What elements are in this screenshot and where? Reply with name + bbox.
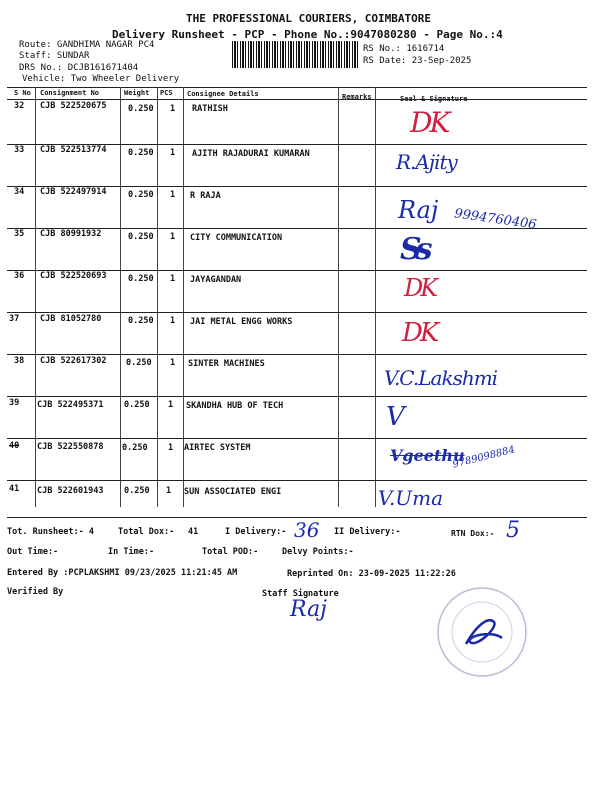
row-weight: 0.250 <box>128 274 154 284</box>
rtn-dox-label: RTN Dox:- <box>451 529 495 538</box>
staff-label: Staff: SUNDAR <box>19 51 90 61</box>
row-signature: V <box>386 402 405 432</box>
entered-by: Entered By :PCPLAKSHMI 09/23/2025 11:21:45 AM <box>7 568 238 578</box>
in-time: In Time:- <box>108 547 155 557</box>
row-consignee: SINTER MACHINES <box>188 359 265 369</box>
row-consignment: CJB 522601943 <box>37 486 104 496</box>
seal-inner-ring <box>452 602 512 662</box>
row-sno: 35 <box>14 229 25 239</box>
row-weight: 0.250 <box>128 316 154 326</box>
row-weight: 0.250 <box>128 148 154 158</box>
row-weight: 0.250 <box>128 190 154 200</box>
row-consignment: CJB 522513774 <box>40 145 107 155</box>
row-pcs: 1 <box>170 104 176 114</box>
total-pod: Total POD:- <box>202 547 259 557</box>
phone-note: 9994760406 <box>453 206 538 233</box>
row-consignee: SKANDHA HUB OF TECH <box>186 401 284 411</box>
row-pcs: 1 <box>168 400 174 410</box>
row-sno: 38 <box>14 356 25 366</box>
row-weight: 0.250 <box>126 358 152 368</box>
row-consignee: AJITH RAJADURAI KUMARAN <box>192 149 310 159</box>
i-delivery-value: 36 <box>294 518 320 542</box>
row-signature: V.C.Lakshmi <box>384 366 498 390</box>
row-consignment: CJB 522520693 <box>40 271 107 281</box>
row-pcs: 1 <box>166 486 172 496</box>
col-header-consignee: Consignee Details <box>187 90 259 98</box>
row-consignment: CJB 522550878 <box>37 442 104 452</box>
col-header-pcs: PCS <box>160 89 173 97</box>
reprinted-on: Reprinted On: 23-09-2025 11:22:26 <box>287 569 456 579</box>
row-consignee: RATHISH <box>192 104 228 114</box>
runsheet-subtitle: Delivery Runsheet - PCP - Phone No.:9047080280 - Page No.:4 <box>112 28 503 41</box>
delvy-points: Delvy Points:- <box>282 547 354 557</box>
row-signature: Vgeethu <box>390 446 465 465</box>
row-consignment: CJB 522497914 <box>40 187 107 197</box>
out-time: Out Time:- <box>7 547 59 557</box>
total-dox-value: 41 <box>188 527 199 537</box>
col-header-weight: Weight <box>124 89 150 97</box>
row-consignment: CJB 81052780 <box>40 314 102 324</box>
col-header-consignment: Consignment No <box>40 89 100 97</box>
route-label: Route: GANDHIMA NAGAR PC4 <box>19 40 155 50</box>
row-signature: V.Uma <box>378 486 444 510</box>
row-signature: Ss <box>400 232 427 267</box>
row-pcs: 1 <box>170 190 176 200</box>
row-sno: 32 <box>14 101 25 111</box>
row-pcs: 1 <box>170 148 176 158</box>
seal-outer-ring <box>438 588 526 676</box>
ii-delivery-label: II Delivery:- <box>334 527 401 537</box>
row-pcs: 1 <box>170 358 176 368</box>
vehicle-label: Vehicle: Two Wheeler Delivery <box>22 74 180 84</box>
row-weight: 0.250 <box>122 443 148 453</box>
rs-date: RS Date: 23-Sep-2025 <box>363 56 472 66</box>
row-weight: 0.250 <box>128 232 154 242</box>
row-pcs: 1 <box>170 274 176 284</box>
row-consignment: CJB 522520675 <box>40 101 107 111</box>
total-dox-label: Total Dox:- <box>118 527 175 537</box>
row-sno: 41 <box>9 484 20 494</box>
staff-signature: Raj <box>290 597 328 622</box>
seal-signature-scribble <box>466 620 502 644</box>
row-consignee: JAI METAL ENGG WORKS <box>190 317 293 327</box>
row-weight: 0.250 <box>124 486 150 496</box>
i-delivery-label: I Delivery:- <box>225 527 287 537</box>
row-signature: R.Ajity <box>396 150 457 174</box>
col-header-signature: Seal & Signature <box>400 95 468 103</box>
row-consignee: SUN ASSOCIATED ENGI <box>184 487 282 497</box>
barcode <box>232 41 358 68</box>
phone-note: 9789098884 <box>451 444 517 471</box>
row-sno: 34 <box>14 187 25 197</box>
row-signature: DK <box>404 274 436 302</box>
row-pcs: 1 <box>168 443 174 453</box>
col-header-remarks: Remarks <box>342 93 372 101</box>
row-consignment: CJB 80991932 <box>40 229 102 239</box>
col-header-sno: S No <box>14 89 31 97</box>
row-consignee: JAYAGANDAN <box>190 275 242 285</box>
row-sno: 39 <box>9 398 20 408</box>
rtn-dox-value: 5 <box>506 518 520 543</box>
drs-number: DRS No.: DCJB161671404 <box>19 63 139 73</box>
row-sno: 36 <box>14 271 25 281</box>
row-sno: 37 <box>9 314 20 324</box>
row-weight: 0.250 <box>124 400 150 410</box>
seal-stamp <box>436 586 528 678</box>
row-pcs: 1 <box>170 316 176 326</box>
row-consignment: CJB 522495371 <box>37 400 104 410</box>
row-sno: 40 <box>9 441 20 451</box>
row-signature: Raj <box>398 196 439 224</box>
verified-by: Verified By <box>7 587 64 597</box>
row-signature: DK <box>410 106 448 139</box>
row-consignee: R RAJA <box>190 191 221 201</box>
row-consignee: CITY COMMUNICATION <box>190 233 283 243</box>
company-title: THE PROFESSIONAL COURIERS, COIMBATORE <box>186 12 432 25</box>
row-signature: DK <box>402 318 437 348</box>
tot-runsheet: Tot. Runsheet:- 4 <box>7 527 94 537</box>
row-pcs: 1 <box>170 232 176 242</box>
staff-signature-label: Staff Signature <box>262 589 339 599</box>
row-consignee: AIRTEC SYSTEM <box>184 443 251 453</box>
row-sno: 33 <box>14 145 25 155</box>
rs-number: RS No.: 1616714 <box>363 44 445 54</box>
row-weight: 0.250 <box>128 104 154 114</box>
row-consignment: CJB 522617302 <box>40 356 107 366</box>
